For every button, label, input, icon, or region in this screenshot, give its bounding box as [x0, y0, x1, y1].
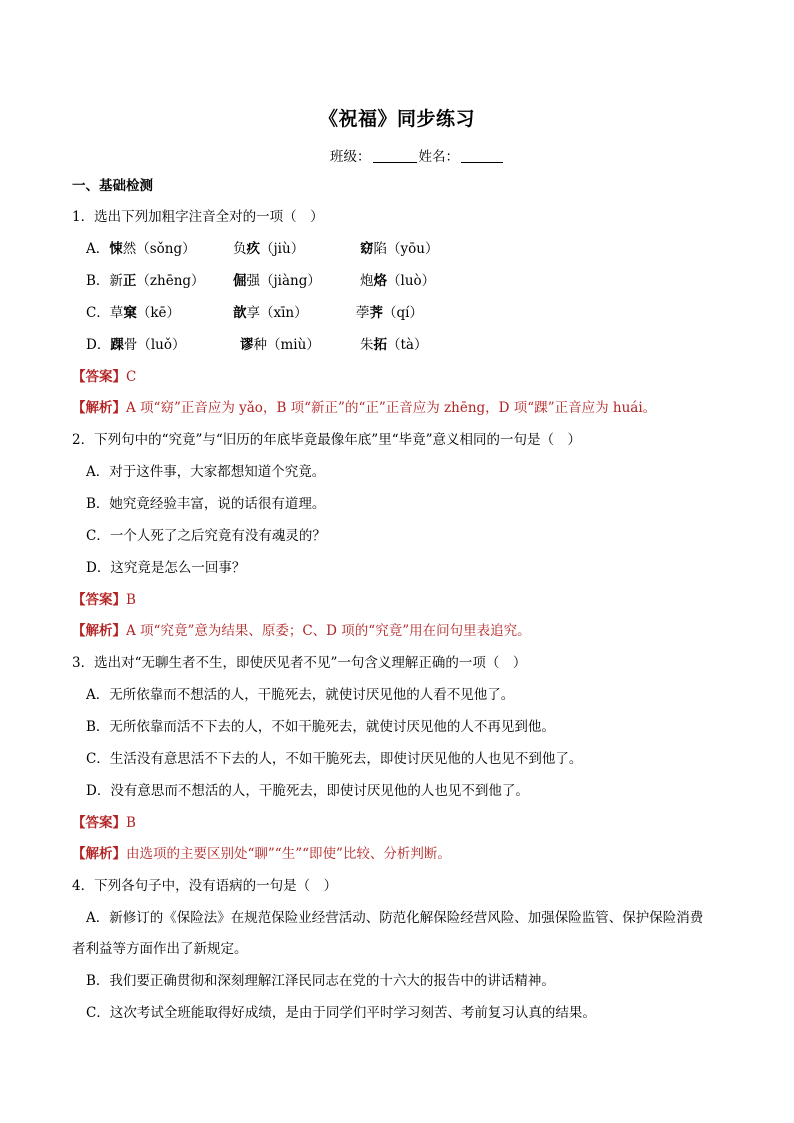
q1-option-d1: D．踝骨（luǒ）: [86, 337, 186, 353]
q1-option-d2: 谬种（miù）: [240, 337, 320, 353]
q2-option-d: D．这究竟是怎么一回事？: [86, 560, 246, 576]
q1-option-b3: 炮烙（luò）: [360, 273, 436, 289]
q2-option-a: A．对于这件事，大家都想知道个究竟。: [86, 464, 326, 480]
q1-option-c2: 歆享（xīn）: [233, 305, 308, 321]
q4-option-b: B．我们要正确贯彻和深刻理解江泽民同志在党的十六大的报告中的讲话精神。: [86, 973, 555, 989]
q1-analysis: 【解析】A 项“窈”正音应为 yǎo，B 项“新正”的“正”正音应为 zhēng，D 项“踝”正音应为 huái。: [72, 400, 657, 416]
name-blank[interactable]: [461, 149, 503, 163]
q1-option-a3: 窈陷（yōu）: [360, 241, 439, 257]
q3-analysis: 【解析】由选项的主要区别处“聊”“生”“即使”比较、分析判断。: [72, 846, 451, 862]
q4-option-a: A．新修订的《保险法》在规范保险业经营活动、防范化解保险经营风险、加强保险监管、保护保险消费: [86, 910, 704, 926]
q2-stem: 2．下列句中的“究竟”与“旧历的年底毕竟最像年底”里“毕竟”意义相同的一句是（ ）: [72, 432, 581, 448]
q1-stem: 1．选出下列加粗字注音全对的一项（ ）: [72, 209, 324, 225]
q3-stem: 3．选出对“无聊生者不生，即使厌见者不见”一句含义理解正确的一项（ ）: [72, 655, 527, 671]
q3-option-a: A．无所依靠而不想活的人，干脆死去，就使讨厌见他的人看不见他了。: [86, 687, 515, 703]
q2-answer: 【答案】B: [72, 592, 136, 608]
class-name-line: [330, 145, 505, 165]
q2-option-c: C．一个人死了之后究竟有没有魂灵的？: [86, 528, 326, 544]
q3-option-c: C．生活没有意思活不下去的人，不如干脆死去，即使讨厌见他的人也见不到他了。: [86, 751, 583, 767]
q3-answer: 【答案】B: [72, 815, 136, 831]
q2-option-b: B．她究竟经验丰富，说的话很有道理。: [86, 496, 326, 512]
q1-option-b1: B．新正（zhēng）: [86, 273, 205, 289]
q1-option-b2: 倔强（jiàng）: [233, 273, 321, 289]
page-title: 《祝福》同步练习: [318, 108, 475, 130]
q4-option-a-continued: 者利益等方面作出了新规定。: [72, 941, 248, 957]
q1-answer: 【答案】C: [72, 369, 137, 385]
class-label: 班级：: [330, 149, 371, 165]
q1-option-d3: 朱拓（tà）: [360, 337, 428, 353]
q3-option-b: B．无所依靠而活不下去的人，不如干脆死去，就使讨厌见他的人不再见到他。: [86, 719, 555, 735]
q4-option-c: C．这次考试全班能取得好成绩，是由于同学们平时学习刻苦、考前复习认真的结果。: [86, 1005, 596, 1021]
q1-option-a2: 负疚（jiù）: [233, 241, 305, 257]
q2-analysis: 【解析】A 项“究竟”意为结果、原委；C、D 项的“究竟”用在问句里表追究。: [72, 623, 531, 639]
name-label: 姓名：: [418, 149, 459, 165]
q1-option-a1: A．悚然（sǒng）: [86, 241, 196, 257]
section-heading: 一、基础检测: [72, 178, 153, 194]
q3-option-d: D．没有意思而不想活的人，干脆死去，即使讨厌见他的人也见不到他了。: [86, 783, 529, 799]
q1-option-c3: 荸荠（qí）: [356, 305, 423, 321]
class-blank[interactable]: [373, 149, 417, 163]
q1-option-c1: C．草窠（kē）: [86, 305, 181, 321]
q4-stem: 4．下列各句子中，没有语病的一句是（ ）: [72, 878, 338, 894]
